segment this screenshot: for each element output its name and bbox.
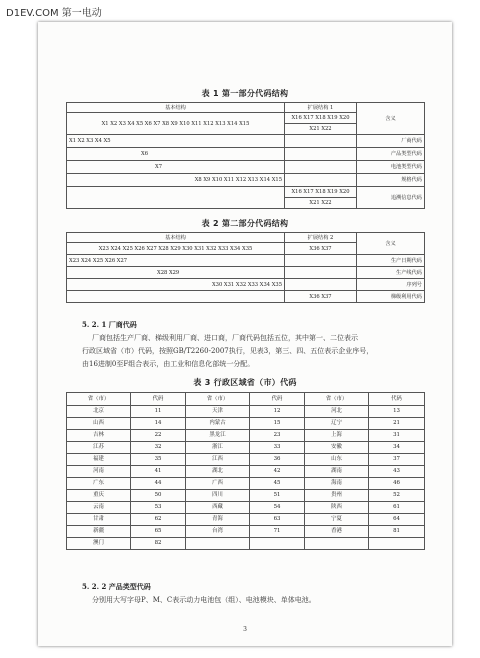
table1-row-ext: [285, 174, 357, 187]
code-cell: 14: [131, 418, 186, 430]
table3-header-province: 省（市）: [186, 393, 250, 406]
code-cell: 21: [369, 418, 425, 430]
table1-row-ext: [285, 148, 357, 161]
province-cell: 澳门: [67, 538, 131, 550]
province-cell: 陕西: [305, 502, 369, 514]
province-cell: 安徽: [305, 442, 369, 454]
table3-header-code: 代码: [369, 393, 425, 406]
province-cell: [305, 538, 369, 550]
table2-row-ext: X36 X37: [285, 291, 357, 303]
province-cell: 浙江: [186, 442, 250, 454]
table2-row-basic: X23 X24 X25 X26 X27: [67, 255, 285, 267]
province-cell: 内蒙古: [186, 418, 250, 430]
table1-row-basic: X8 X9 X10 X11 X12 X13 X14 X15: [67, 174, 285, 187]
code-cell: 62: [131, 514, 186, 526]
province-cell: 贵州: [305, 490, 369, 502]
table1-row-ext: X16 X17 X18 X19 X20: [285, 187, 357, 198]
table1-meaning-header: 含义: [357, 103, 425, 135]
code-cell: [250, 538, 305, 550]
province-cell: 江西: [186, 454, 250, 466]
table2-row-basic: [67, 291, 285, 303]
province-cell: 重庆: [67, 490, 131, 502]
province-cell: 湖南: [305, 466, 369, 478]
table1-row-ext: [285, 135, 357, 148]
code-cell: 32: [131, 442, 186, 454]
code-cell: 61: [369, 502, 425, 514]
table2-row-meaning: 梯级利用代码: [357, 291, 425, 303]
table1-group-basic: 基本结构: [67, 103, 285, 113]
table1-row-meaning: 厂商代码: [357, 135, 425, 148]
code-cell: 53: [131, 502, 186, 514]
province-cell: 宁夏: [305, 514, 369, 526]
code-cell: 11: [131, 406, 186, 418]
section-521-heading: 5. 2. 1 厂商代码: [82, 320, 137, 329]
code-cell: 35: [131, 454, 186, 466]
table1-header-ext-1: X16 X17 X18 X19 X20: [285, 113, 357, 124]
province-cell: 北京: [67, 406, 131, 418]
code-cell: 43: [369, 466, 425, 478]
code-cell: 65: [131, 526, 186, 538]
code-cell: 42: [250, 466, 305, 478]
table3-header-province: 省（市）: [305, 393, 369, 406]
code-cell: 81: [369, 526, 425, 538]
table1-header-basic: X1 X2 X3 X4 X5 X6 X7 X8 X9 X10 X11 X12 X13 X14 X15: [67, 113, 285, 135]
province-cell: 广西: [186, 478, 250, 490]
code-cell: 15: [250, 418, 305, 430]
table3: [66, 392, 425, 550]
code-cell: 82: [131, 538, 186, 550]
code-cell: 71: [250, 526, 305, 538]
section-522-line: 分别用大写字母P、M、C表示动力电池包（组）、电池模块、单体电池。: [92, 596, 316, 604]
code-cell: [369, 538, 425, 550]
code-cell: 41: [131, 466, 186, 478]
province-cell: 广东: [67, 478, 131, 490]
province-cell: 福建: [67, 454, 131, 466]
code-cell: 45: [250, 478, 305, 490]
table2-row-basic: X28 X29: [67, 267, 285, 279]
province-cell: 江苏: [67, 442, 131, 454]
table1-row-basic: X1 X2 X3 X4 X5: [67, 135, 285, 148]
table2-row-ext: [285, 255, 357, 267]
table3-caption: 表 3 行政区域省（市）代码: [193, 378, 297, 387]
table2-header-ext: X36 X37: [285, 243, 357, 255]
table2-row-basic: X30 X31 X32 X33 X34 X35: [67, 279, 285, 291]
table1-row-ext: X21 X22: [285, 198, 357, 209]
province-cell: 甘肃: [67, 514, 131, 526]
province-cell: 山东: [305, 454, 369, 466]
table2-row-meaning: 生产日期代码: [357, 255, 425, 267]
table1-header-ext-2: X21 X22: [285, 124, 357, 135]
code-cell: 51: [250, 490, 305, 502]
table2-group-ext: 扩展结构 2: [285, 233, 357, 243]
province-cell: 河南: [67, 466, 131, 478]
table2-group-basic: 基本结构: [67, 233, 285, 243]
table3-header-province: 省（市）: [67, 393, 131, 406]
code-cell: 22: [131, 430, 186, 442]
province-cell: 云南: [67, 502, 131, 514]
code-cell: 23: [250, 430, 305, 442]
section-521-line: 行政区域省（市）代码，按照GB/T2260-2007执行，见表3，第三、四、五位表示企业序号，: [82, 347, 374, 355]
document-page: [38, 22, 452, 646]
table1-row-ext: [285, 161, 357, 174]
table2-row-ext: [285, 279, 357, 291]
province-cell: 辽宁: [305, 418, 369, 430]
province-cell: 新疆: [67, 526, 131, 538]
code-cell: 12: [250, 406, 305, 418]
table3-header-code: 代码: [250, 393, 305, 406]
table1-row-meaning: 规格代码: [357, 174, 425, 187]
table1-row-basic: X6: [67, 148, 285, 161]
table1-row-basic: [67, 187, 285, 209]
table2-row-meaning: 生产线代码: [357, 267, 425, 279]
table1-row-meaning: 电池类型代码: [357, 161, 425, 174]
province-cell: 西藏: [186, 502, 250, 514]
code-cell: 34: [369, 442, 425, 454]
code-cell: 36: [250, 454, 305, 466]
province-cell: 湖北: [186, 466, 250, 478]
province-cell: 台湾: [186, 526, 250, 538]
province-cell: 吉林: [67, 430, 131, 442]
page-number: 3: [243, 626, 247, 633]
section-522-heading: 5. 2. 2 产品类型代码: [82, 582, 151, 591]
table2-header-basic: X23 X24 X25 X26 X27 X28 X29 X30 X31 X32 X33 X34 X35: [67, 243, 285, 255]
code-cell: 13: [369, 406, 425, 418]
province-cell: 河北: [305, 406, 369, 418]
code-cell: 50: [131, 490, 186, 502]
province-cell: 四川: [186, 490, 250, 502]
table2-row-meaning: 序列号: [357, 279, 425, 291]
table1-row-meaning: 追溯信息代码: [357, 187, 425, 209]
table2-caption: 表 2 第二部分代码结构: [201, 219, 289, 228]
code-cell: 46: [369, 478, 425, 490]
table1-group-ext: 扩展结构 1: [285, 103, 357, 113]
code-cell: 33: [250, 442, 305, 454]
section-521-line: 由16进制0至F组合表示，由工业和信息化部统一分配。: [82, 360, 255, 368]
province-cell: [186, 538, 250, 550]
table2-meaning-header: 含义: [357, 233, 425, 255]
table1: [66, 102, 425, 209]
table1-row-basic: X7: [67, 161, 285, 174]
code-cell: 64: [369, 514, 425, 526]
province-cell: 黑龙江: [186, 430, 250, 442]
section-521-line: 厂商包括生产厂商、梯级利用厂商、进口商，厂商代码包括五位，其中第一、二位表示: [92, 334, 358, 342]
province-cell: 天津: [186, 406, 250, 418]
code-cell: 63: [250, 514, 305, 526]
table2-row-ext: [285, 267, 357, 279]
table1-caption: 表 1 第一部分代码结构: [201, 89, 289, 98]
province-cell: 海南: [305, 478, 369, 490]
code-cell: 52: [369, 490, 425, 502]
code-cell: 37: [369, 454, 425, 466]
province-cell: 山西: [67, 418, 131, 430]
province-cell: 香港: [305, 526, 369, 538]
code-cell: 44: [131, 478, 186, 490]
table1-row-meaning: 产品类型代码: [357, 148, 425, 161]
watermark: D1EV.COM 第一电动: [6, 8, 102, 19]
table3-header-code: 代码: [131, 393, 186, 406]
province-cell: 上海: [305, 430, 369, 442]
table2: [66, 232, 425, 303]
code-cell: 54: [250, 502, 305, 514]
code-cell: 31: [369, 430, 425, 442]
province-cell: 青海: [186, 514, 250, 526]
